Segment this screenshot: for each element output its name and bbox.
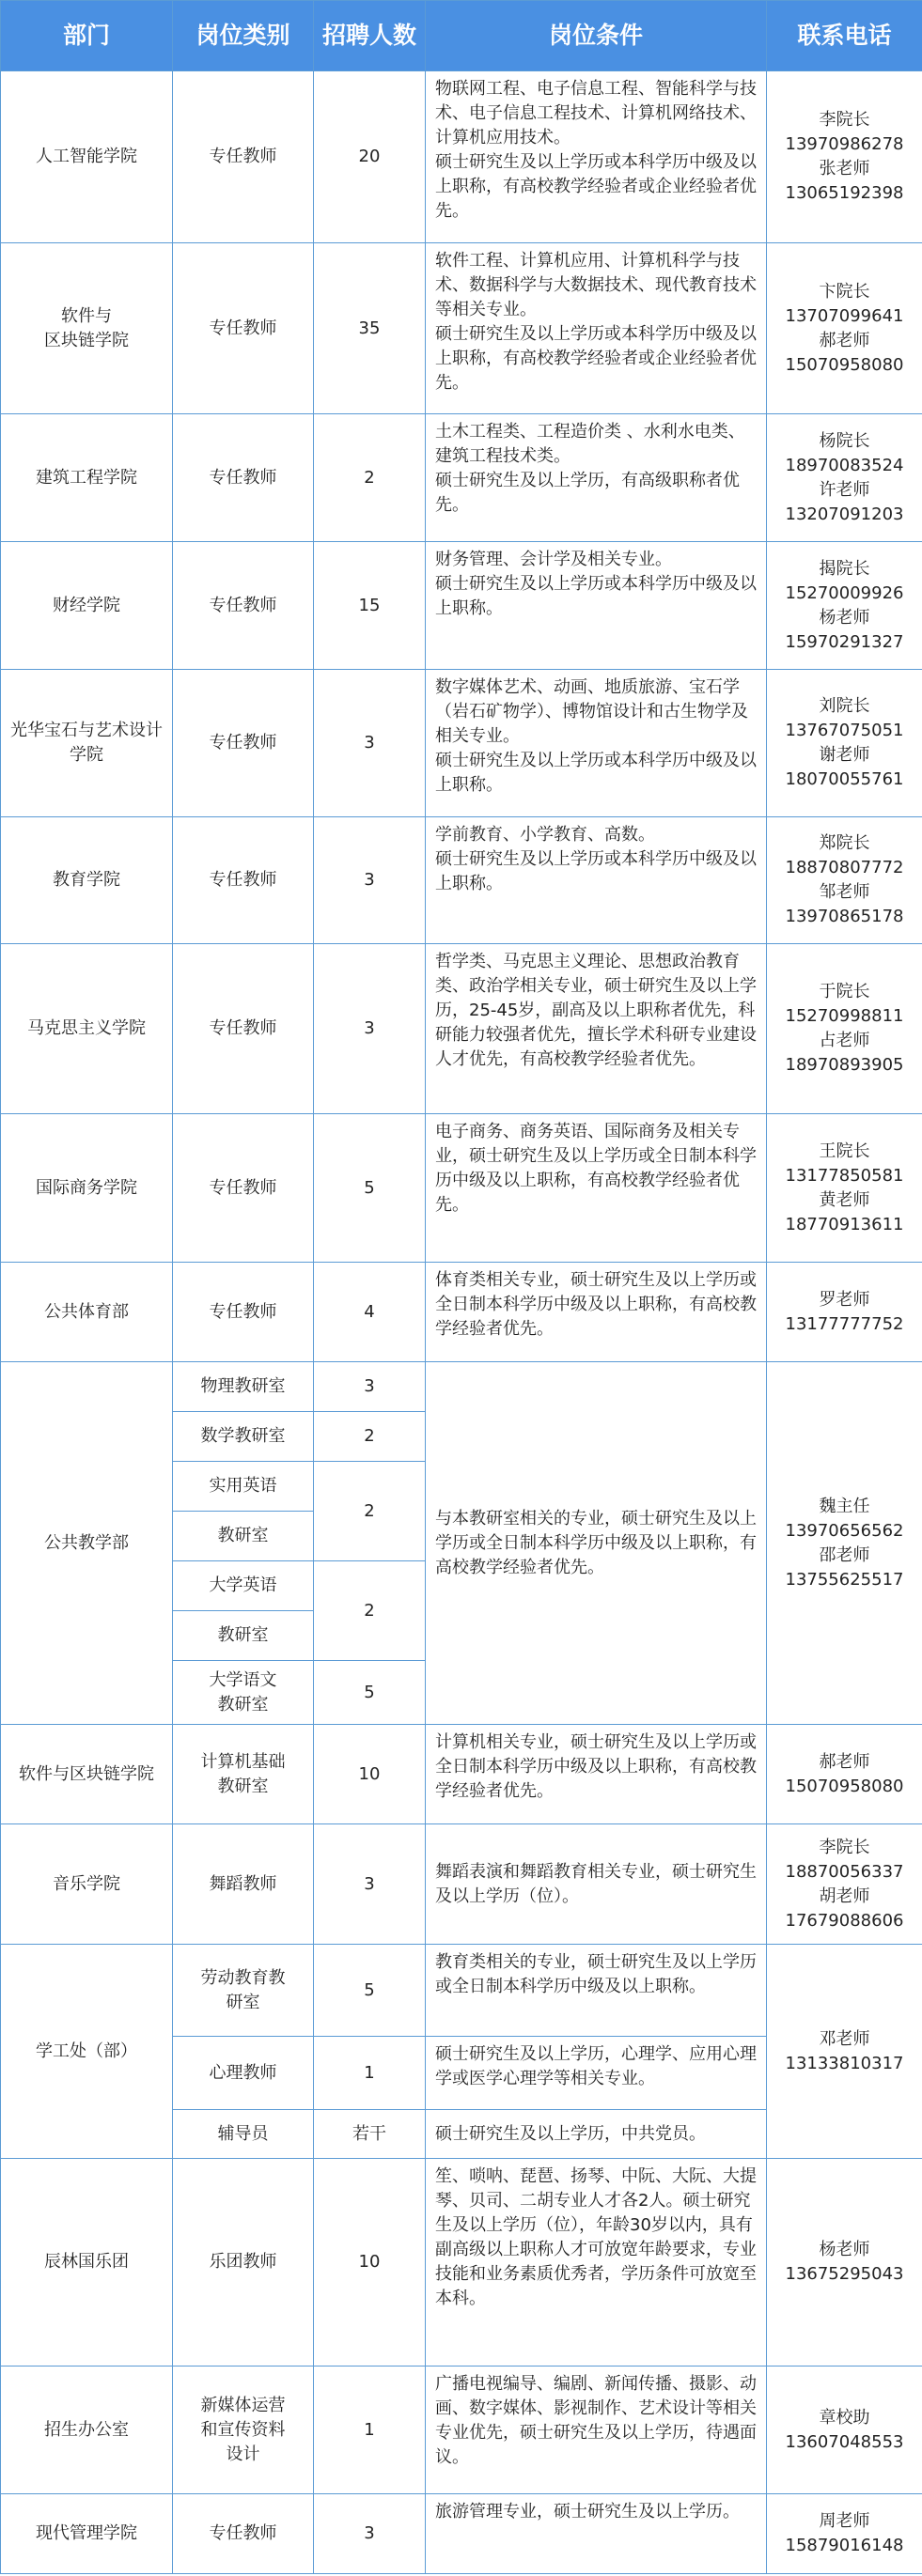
contact-name: 黄老师 [819,1189,870,1210]
category-cell: 专任教师 [173,243,314,414]
contact-name: 刘院长 [819,696,870,716]
header-dept: 部门 [1,1,173,71]
contact-name: 魏主任 [819,1496,870,1516]
condition-line: 物联网工程、电子信息工程、智能科学与技术、电子信息工程技术、计算机网络技术、计算机应用技术。 [435,79,757,147]
contact-cell [767,414,922,542]
count-cell: 5 [314,1945,426,2037]
condition-line: 软件工程、计算机应用、计算机科学与技术、数据科学与大数据技术、现代教育技术等相关专业。 [435,251,757,319]
category-cell: 专任教师 [173,71,314,243]
contact-name: 杨老师 [819,2240,870,2259]
table-row [1,1725,922,1824]
contact-phone: 15270009926 [785,582,904,603]
contact-cell [767,1362,922,1725]
condition-line: 与本教研室相关的专业，硕士研究生及以上学历或全日制本科学历中级及以上职称，有高校教学经验者优先。 [435,1508,757,1577]
contact-name: 揭院长 [819,558,870,579]
condition-line: 土木工程类、工程造价类 、水利水电类、建筑工程技术类。 [435,422,745,466]
dept-cell: 学工处（部） [1,1945,173,2159]
contact-phone: 15270998811 [785,1006,904,1026]
dept-cell: 现代管理学院 [1,2494,173,2574]
contact-name: 王院长 [819,1141,870,1161]
conditions-cell [426,414,767,542]
category-cell [173,1945,314,2037]
contact-cell [767,2367,922,2494]
table-row [1,670,922,817]
contact-name: 张老师 [819,159,870,178]
contact-cell [767,1263,922,1362]
contact-cell [767,71,922,243]
condition-line: 硕士研究生及以上学历，有高级职称者优先。 [435,471,740,515]
count-cell: 2 [314,1462,426,1561]
contact-name: 李院长 [819,110,870,130]
table-row [1,2367,922,2494]
contact-phone: 13675295043 [785,2264,904,2284]
header-conditions: 岗位条件 [426,1,767,71]
category-cell: 专任教师 [173,542,314,670]
count-cell: 10 [314,2159,426,2367]
contact-phone: 13177777752 [785,1313,904,1334]
table-row [1,817,922,944]
contact-phone: 17679088606 [785,1910,904,1931]
dept-cell [1,243,173,414]
conditions-cell [426,2159,767,2367]
condition-line: 硕士研究生及以上学历或本科学历中级及以上职称。 [435,849,757,893]
category-cell: 教研室 [173,1611,314,1661]
condition-line: 笙、唢呐、琵琶、扬琴、中阮、大阮、大提琴、贝司、二胡专业人才各2人。硕士研究生及以上学历（位），年龄30岁以内，具有副高级以上职称人才可放宽年龄要求，专业技能和业务素质优秀者，学历条件可放宽至本科。 [435,2166,757,2308]
contact-name: 杨院长 [819,430,870,451]
count-cell: 10 [314,1725,426,1824]
dept-cell: 公共教学部 [1,1362,173,1725]
contact-name: 邵老师 [819,1544,870,1565]
condition-line: 学前教育、小学教育、高数。 [435,825,655,845]
count-cell: 1 [314,2037,426,2110]
contact-cell [767,2159,922,2367]
condition-line: 硕士研究生及以上学历或本科学历中级及以上职称。 [435,751,757,795]
contact-name: 李院长 [819,1837,870,1857]
contact-name: 罗老师 [819,1289,870,1310]
contact-name: 章校助 [819,2407,870,2428]
contact-name: 占老师 [819,1031,870,1050]
contact-phone: 13755625517 [785,1569,904,1590]
contact-phone: 13970865178 [785,907,904,926]
dept-line: 软件与 [61,305,112,326]
count-cell: 3 [314,670,426,817]
header-category: 岗位类别 [173,1,314,71]
conditions-cell [426,1362,767,1725]
contact-name: 胡老师 [819,1885,870,1906]
conditions-cell [426,71,767,243]
contact-phone: 18970893905 [785,1055,904,1075]
conditions-cell [426,1114,767,1263]
dept-cell: 国际商务学院 [1,1114,173,1263]
condition-line: 哲学类、马克思主义理论、思想政治教育类、政治学相关专业，硕士研究生及以上学历，25-45岁，副高及以上职称者优先，科研能力较强者优先，擅长学术科研专业建设人才优先，有高校教学经验者优先。 [435,952,757,1069]
contact-phone: 13970986278 [785,134,904,154]
contact-name: 邹老师 [819,882,870,902]
conditions-cell [426,670,767,817]
category-cell: 专任教师 [173,414,314,542]
count-cell: 35 [314,243,426,414]
category-cell: 教研室 [173,1512,314,1561]
contact-name: 谢老师 [819,745,870,765]
contact-cell [767,1945,922,2159]
category-cell: 心理教师 [173,2037,314,2110]
dept-cell: 音乐学院 [1,1824,173,1945]
category-line: 和宣传资料 [200,2419,286,2440]
condition-line: 硕士研究生及以上学历，心理学、应用心理学或医学心理学等相关专业。 [435,2044,757,2088]
count-cell: 20 [314,71,426,243]
condition-line: 旅游管理专业，硕士研究生及以上学历。 [435,2502,740,2522]
contact-name: 郝老师 [819,1751,870,1772]
contact-name: 郑院长 [819,833,870,853]
dept-cell: 教育学院 [1,817,173,944]
count-cell: 3 [314,817,426,944]
condition-line: 硕士研究生及以上学历或本科学历中级及以上职称，有高校教学经验者或企业经验者优先。 [435,152,757,221]
category-cell: 物理教研室 [173,1362,314,1412]
count-cell: 若干 [314,2110,426,2159]
contact-phone: 15070958080 [785,354,904,375]
dept-cell: 辰林国乐团 [1,2159,173,2367]
conditions-cell [426,817,767,944]
condition-line: 电子商务、商务英语、国际商务及相关专业，硕士研究生及以上学历或全日制本科学历中级及以上职称，有高校教学经验者优先。 [435,1122,757,1215]
condition-line: 教育类相关的专业，硕士研究生及以上学历或全日制本科学历中级及以上职称。 [435,1952,757,1996]
contact-phone: 15070958080 [785,1776,904,1796]
count-cell: 5 [314,1661,426,1725]
category-cell: 专任教师 [173,817,314,944]
conditions-cell [426,2367,767,2494]
count-cell: 2 [314,1561,426,1661]
condition-line: 计算机相关专业，硕士研究生及以上学历或全日制本科学历中级及以上职称，有高校教学经验者优先。 [435,1732,757,1801]
count-cell: 2 [314,1412,426,1462]
category-cell: 舞蹈教师 [173,1824,314,1945]
header-row [1,1,922,71]
condition-line: 数字媒体艺术、动画、地质旅游、宝石学（岩石矿物学）、博物馆设计和古生物学及相关专业。 [435,677,748,746]
category-cell [173,1725,314,1824]
category-cell: 专任教师 [173,1263,314,1362]
category-line: 劳动教育教 [200,1967,286,1988]
contact-phone: 15879016148 [785,2536,904,2555]
contact-cell [767,817,922,944]
category-cell: 乐团教师 [173,2159,314,2367]
table-row [1,1945,922,2037]
category-cell: 专任教师 [173,2494,314,2574]
dept-cell: 公共体育部 [1,1263,173,1362]
contact-phone: 18970083524 [785,455,904,475]
contact-phone: 13707099641 [785,305,904,326]
category-cell: 数学教研室 [173,1412,314,1462]
table-row [1,414,922,542]
category-cell: 专任教师 [173,670,314,817]
contact-name: 卞院长 [819,281,870,302]
contact-phone: 13970656562 [785,1520,904,1541]
contact-phone: 15970291327 [785,631,904,652]
table-row [1,1114,922,1263]
category-cell: 实用英语 [173,1462,314,1512]
contact-name: 周老师 [819,2511,870,2531]
table-row [1,1263,922,1362]
condition-line: 硕士研究生及以上学历或本科学历中级及以上职称。 [435,574,757,618]
header-phone: 联系电话 [767,1,922,71]
conditions-cell [426,243,767,414]
category-line: 研室 [226,1992,260,2012]
conditions-cell [426,1824,767,1945]
contact-cell [767,1725,922,1824]
category-line: 大学语文 [209,1669,277,1690]
count-cell: 3 [314,2494,426,2574]
category-cell: 专任教师 [173,1114,314,1263]
category-cell: 辅导员 [173,2110,314,2159]
contact-phone: 13607048553 [785,2431,904,2452]
condition-line: 财务管理、会计学及相关专业。 [435,550,672,569]
table-row [1,1824,922,1945]
dept-cell: 招生办公室 [1,2367,173,2494]
contact-cell [767,1114,922,1263]
contact-cell [767,542,922,670]
contact-phone: 13065192398 [785,183,904,203]
conditions-cell [426,1945,767,2037]
table-row [1,243,922,414]
category-line: 计算机基础 [200,1751,286,1772]
contact-phone: 13207091203 [785,504,904,524]
category-line: 设计 [226,2444,260,2464]
contact-phone: 18870807772 [785,858,904,877]
condition-line: 硕士研究生及以上学历，中共党员。 [435,2123,706,2144]
dept-cell: 人工智能学院 [1,71,173,243]
contact-cell [767,1824,922,1945]
contact-cell [767,944,922,1114]
category-line: 新媒体运营 [200,2395,286,2415]
contact-cell [767,670,922,817]
condition-line: 舞蹈表演和舞蹈教育相关专业，硕士研究生及以上学历（位）。 [435,1861,757,1906]
category-cell: 大学英语 [173,1561,314,1611]
contact-name: 杨老师 [819,607,870,628]
table-row [1,542,922,670]
count-cell: 3 [314,944,426,1114]
dept-line: 区块链学院 [44,330,129,350]
contact-phone: 13767075051 [785,721,904,740]
condition-line: 硕士研究生及以上学历或本科学历中级及以上职称，有高校教学经验者或企业经验者优先。 [435,324,757,393]
count-cell: 15 [314,542,426,670]
contact-cell [767,2494,922,2574]
conditions-cell [426,1725,767,1824]
contact-phone: 13177850581 [785,1165,904,1186]
table-row [1,944,922,1114]
contact-phone: 18770913611 [785,1214,904,1234]
header-count: 招聘人数 [314,1,426,71]
count-cell: 2 [314,414,426,542]
condition-line: 体育类相关专业，硕士研究生及以上学历或全日制本科学历中级及以上职称，有高校教学经验者优先。 [435,1270,757,1339]
dept-cell: 软件与区块链学院 [1,1725,173,1824]
dept-cell: 财经学院 [1,542,173,670]
conditions-cell [426,944,767,1114]
category-line: 教研室 [217,1776,269,1796]
dept-cell: 马克思主义学院 [1,944,173,1114]
conditions-cell [426,2110,767,2159]
contact-name: 郝老师 [819,330,870,350]
table-row [1,1362,922,1412]
count-cell: 4 [314,1263,426,1362]
conditions-cell [426,1263,767,1362]
table-row [1,71,922,243]
conditions-cell [426,2494,767,2574]
condition-line: 广播电视编导、编剧、新闻传播、摄影、动画、数字媒体、影视制作、艺术设计等相关专业优先，硕士研究生及以上学历，待遇面议。 [435,2374,757,2467]
category-cell: 专任教师 [173,944,314,1114]
table-row [1,2159,922,2367]
category-cell [173,1661,314,1725]
conditions-cell [426,542,767,670]
count-cell: 3 [314,1824,426,1945]
contact-phone: 13133810317 [785,2053,904,2073]
contact-name: 邓老师 [819,2028,870,2049]
conditions-cell [426,2037,767,2110]
contact-cell [767,243,922,414]
table-row [1,2494,922,2574]
contact-phone: 18070055761 [785,769,904,789]
dept-cell: 光华宝石与艺术设计学院 [1,670,173,817]
contact-phone: 18870056337 [785,1861,904,1882]
category-cell [173,2367,314,2494]
count-cell: 3 [314,1362,426,1412]
dept-cell: 建筑工程学院 [1,414,173,542]
contact-name: 于院长 [819,982,870,1001]
count-cell: 5 [314,1114,426,1263]
count-cell: 1 [314,2367,426,2494]
contact-name: 许老师 [819,479,870,500]
category-line: 教研室 [217,1694,269,1715]
